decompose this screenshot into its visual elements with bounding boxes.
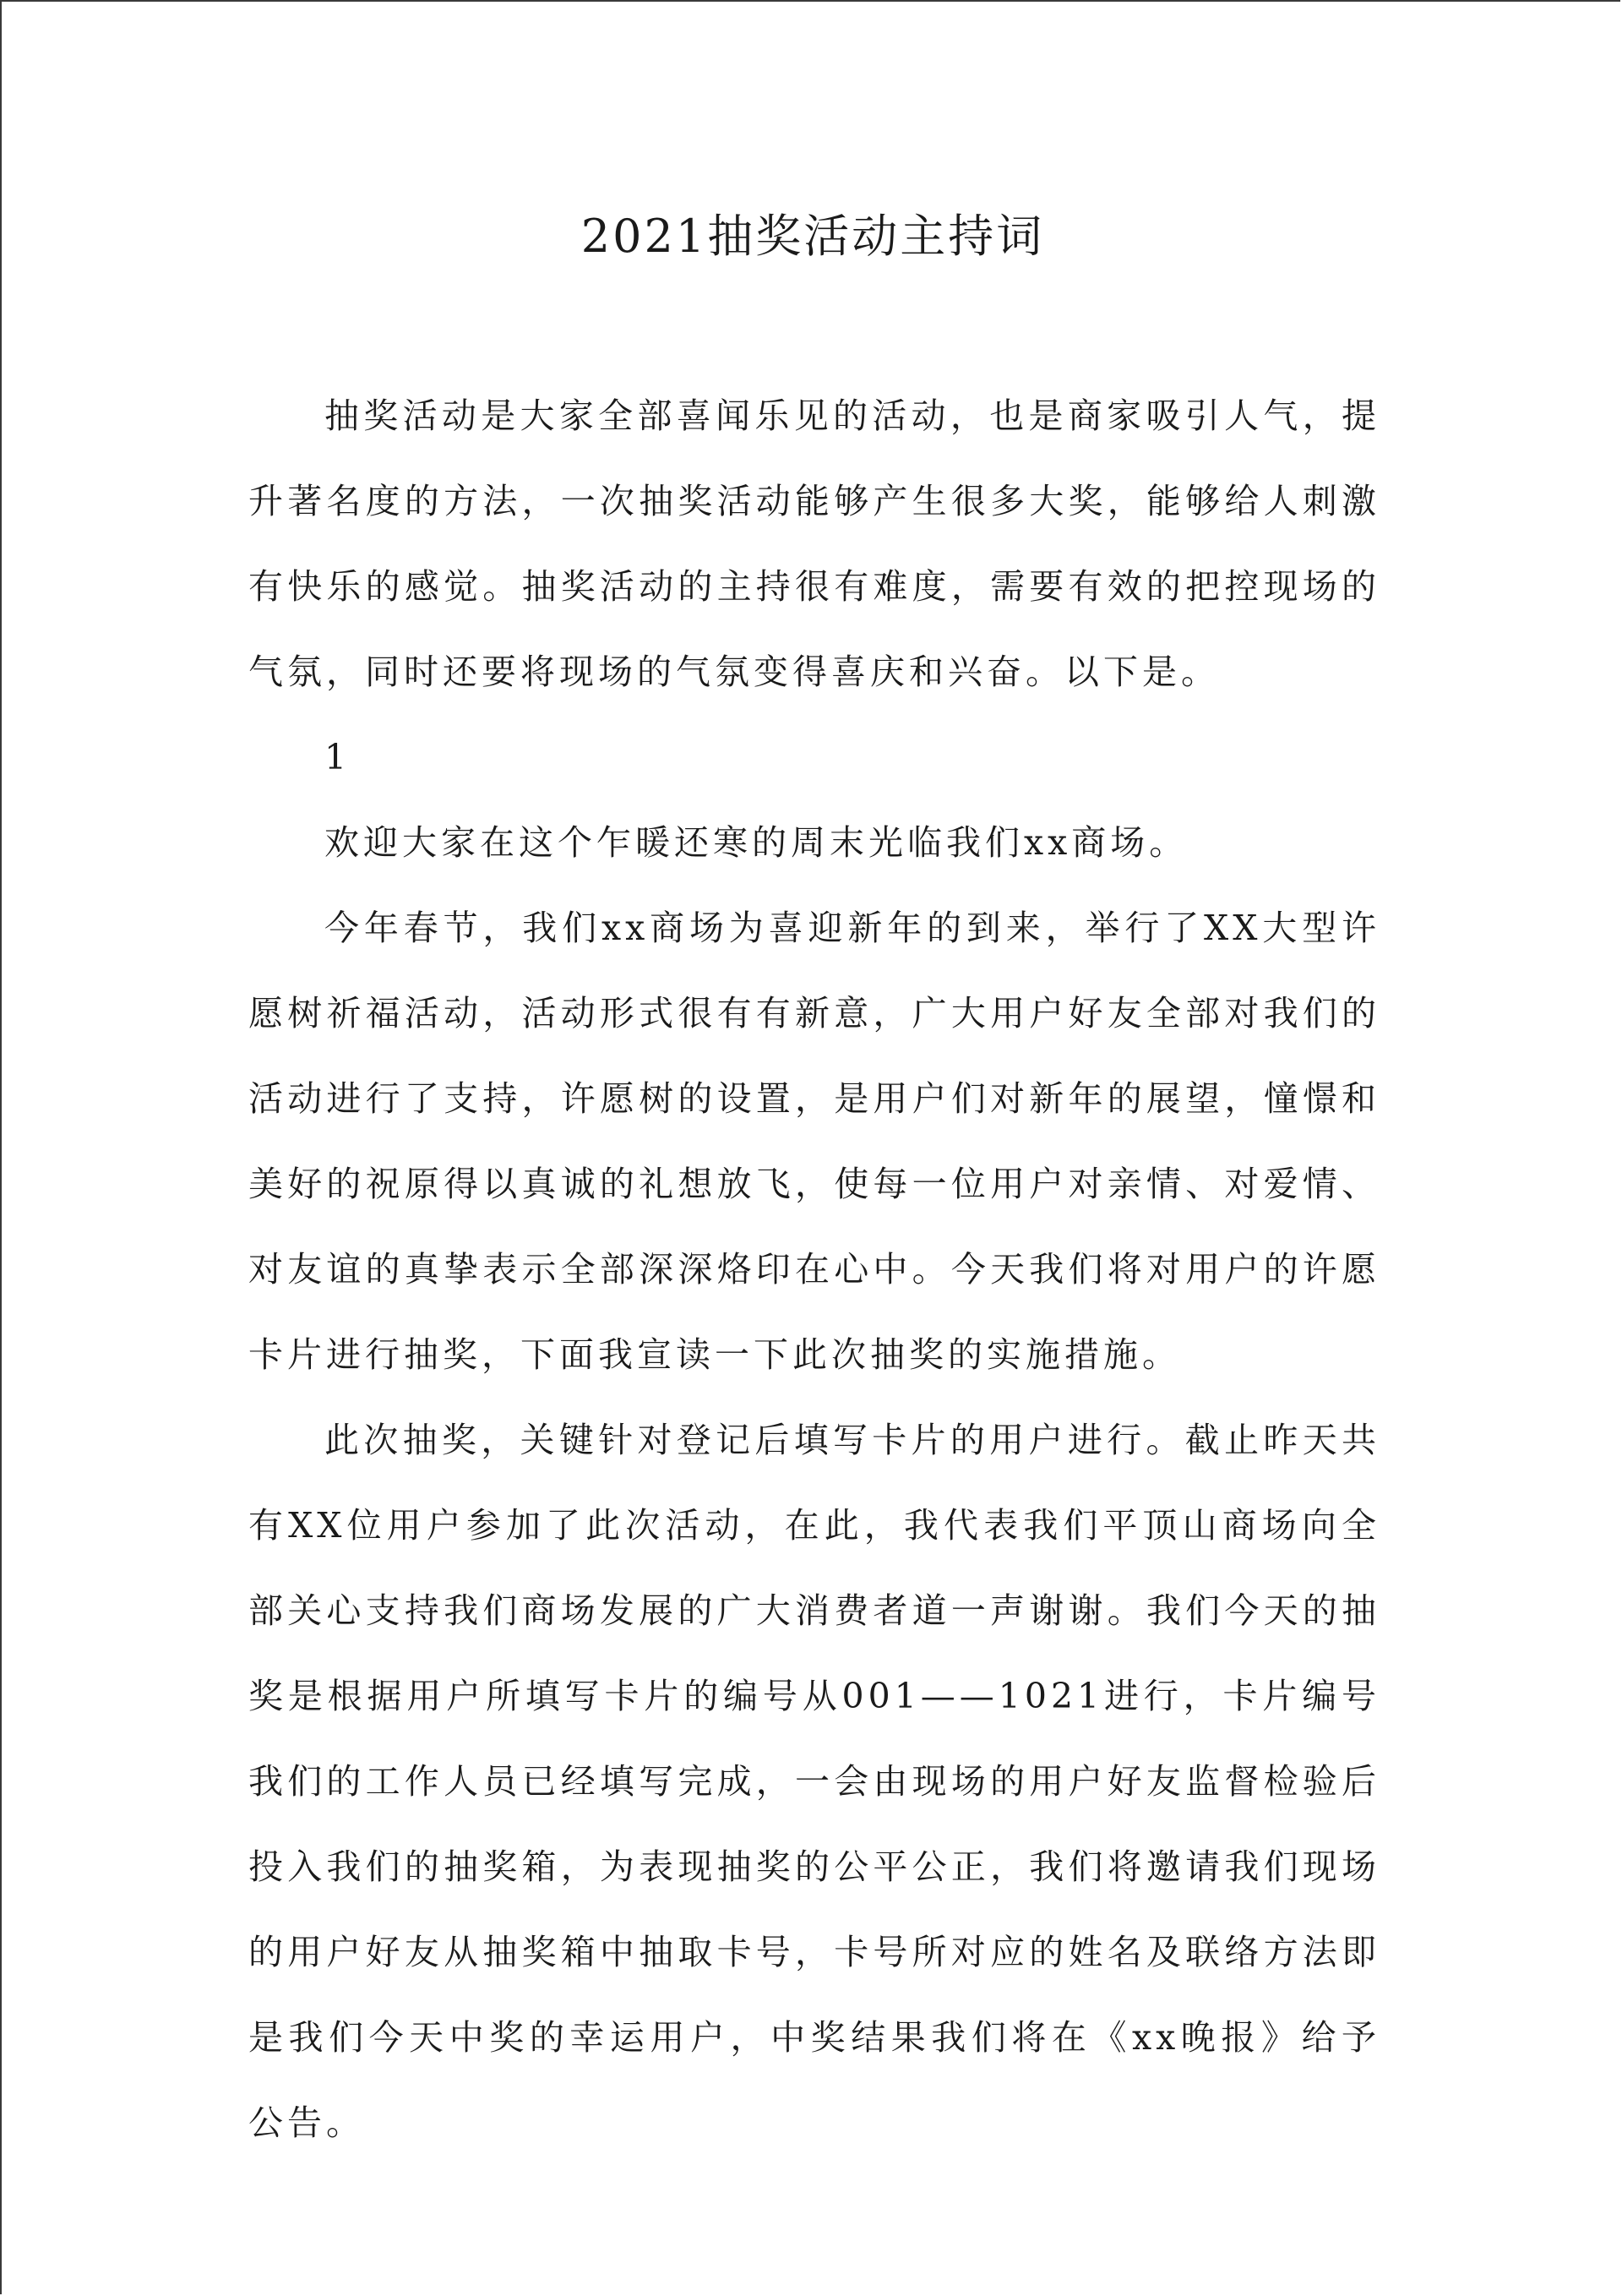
paragraph-wish-tree: 今年春节，我们xx商场为喜迎新年的到来，举行了XX大型许愿树祈福活动，活动形式很有有新意，广大用户好友全部对我们的活动进行了支持，许愿树的设置，是用户们对新年的展望，憧憬和美好的祝原得以真诚的礼想放飞，使每一位用户对亲情、对爱情、对友谊的真挚表示全部深深烙印在心中。今天我们将对用户的许愿卡片进行抽奖，下面我宣读一下此次抽奖的实施措施。 bbox=[248, 908, 1380, 1375]
document-body bbox=[248, 374, 1380, 2166]
paragraph-section-number: 1 bbox=[324, 737, 351, 777]
document-title: 2021抽奖活动主持词 bbox=[580, 210, 1045, 263]
paragraph-lottery-rules: 此次抽奖，关键针对登记后填写卡片的用户进行。截止昨天共有XX位用户参加了此次活动，在此，我代表我们平顶山商场向全部关心支持我们商场发展的广大消费者道一声谢谢。我们今天的抽奖是根据用户所填写卡片的编号从001——1021进行，卡片编号我们的工作人员已经填写完成，一会由现场的用户好友监督检验后投入我们的抽奖箱，为表现抽奖的公平公正，我们将邀请我们现场的用户好友从抽奖箱中抽取卡号，卡号所对应的姓名及联络方法即是我们今天中奖的幸运用户，中奖结果我们将在《xx晚报》给予公告。 bbox=[248, 1420, 1380, 2143]
paragraph-intro: 抽奖活动是大家全部喜闻乐见的活动，也是商家吸引人气，提升著名度的方法，一次抽奖活动能够产生很多大奖，能够给人刺激有快乐的感觉。抽奖活动的主持很有难度，需要有效的把控现场的气氛，同时还要将现场的气氛变得喜庆和兴奋。以下是。 bbox=[248, 395, 1380, 692]
paragraph-welcome: 欢迎大家在这个乍暖还寒的周末光临我们xx商场。 bbox=[324, 822, 1189, 863]
